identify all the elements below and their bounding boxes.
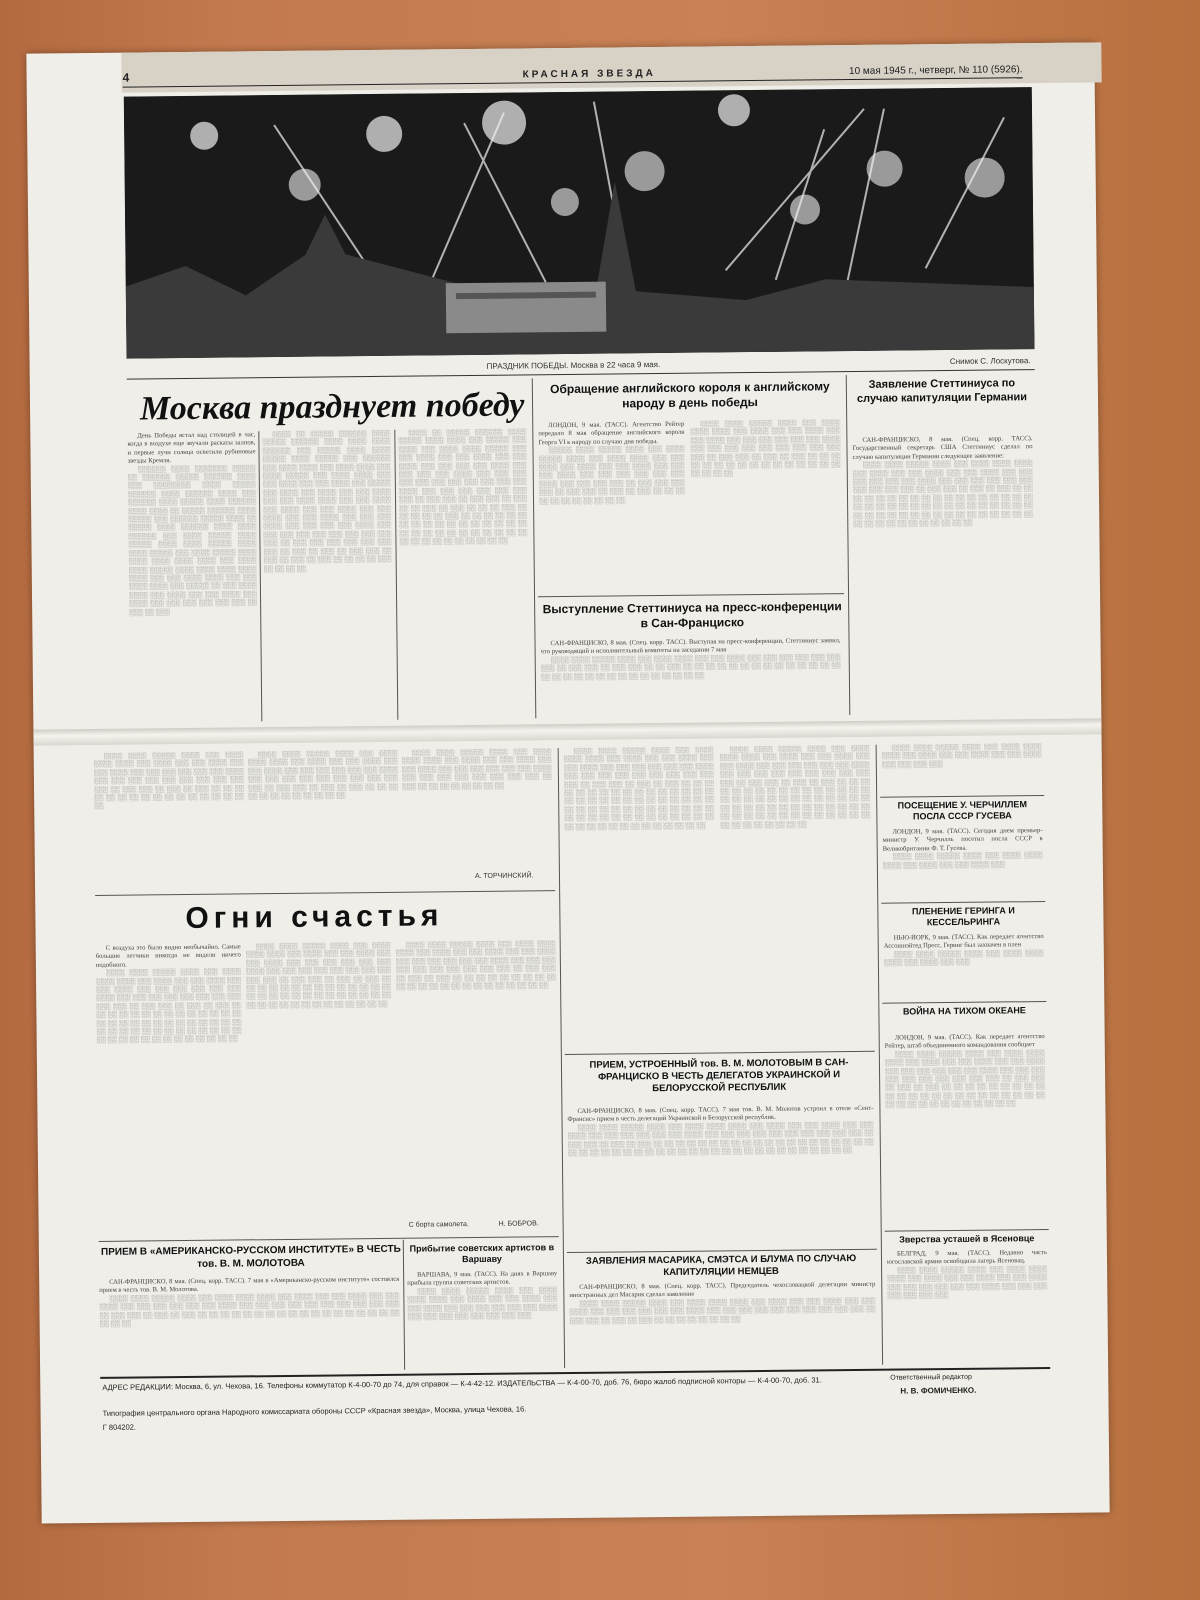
goering-headline: ПЛЕНЕНИЕ ГЕРИНГА И КЕССЕЛЬРИНГА — [911, 905, 1015, 928]
molotov-reception-text: САН-ФРАНЦИСКО, 8 мая. (Спец. корр. ТАСС). 7 мая тов. В. М. Молотов устроил в отеле «Сент-Франсис» прием в честь делегаций Украинской и Белорусской республик. ░░░░ ░░░░ ░░░░░ ░░░░ ░░░ ░░░░ ░░░░ ░░░░ ░░░ ░░░░ ░░░ ░░░ ░░░░ ░░░ ░░░ ░░░░ ░░░ ░░░ ░░░ ░░░ ░░░ ░░░ ░░░░ ░░░ ░░░ ░░░ ░░░ ░░░ ░░░ ░░░ ░░░ ░░░ ░░░ ░░ ░░░ ░░░ ░░ ░░░ ░░ ░░░ ░░ ░░ ░░ ░░ ░░ ░░ ░░ ░░ ░░ ░░ ░░ ░░ ░░ ░░ ░░ ░░ ░░ ░░ ░░ ░░ ░░ ░░ ░░ ░░ ░░ ░░ ░░ ░░ ░░ ░░ ░░ ░░ ░░ ░░ ░░ ░░ ░░ ░░ ░░ ░░ ░░ ░░ ░░ ░░ ░░ ░░ — [567, 1104, 874, 1158]
fire-headline: Огни счастья — [185, 899, 444, 936]
article-divider — [885, 1229, 1049, 1232]
stettinius-statement-lead: САН-ФРАНЦИСКО, 8 мая. (Спец. корр. ТАСС). Государственный секретарь США Стеттиниус сделал по случаю капитуляции Германии следующее заявление: — [852, 435, 1033, 461]
page-fold — [33, 718, 1101, 745]
signature-plane: С борта самолета. — [408, 1221, 469, 1229]
stettinius-press-lead: САН-ФРАНЦИСКО, 8 мая. (Спец. корр. ТАСС). Выступая на пресс-конференции, Стеттиниус заявил, что руководящий и исполнительный комитеты на заседании 7 мая — [540, 637, 841, 656]
king-address-col1: ЛОНДОН, 9 мая. (ТАСС). Агентство Рейтер передало 8 мая обращение английского короля Георга VI к народу по случаю дня победы. ░░░░░ ░░░░ ░░░░░ ░░░░ ░░░ ░░░░ ░░░░░ ░░░░ ░░░ ░░░░ ░░░░ ░░░ ░░░ ░░░░ ░░░ ░░░░ ░░░ ░░░ ░░░░ ░░░ ░░░ ░░░ ░░░░ ░░░ ░░░ ░░░ ░░░ ░░░ ░░░ ░░░░ ░░░ ░░░ ░░░ ░░░ ░░ ░░░ ░░░ ░░░ ░░░ ░░ ░░░ ░░░ ░░ ░░░ ░░ ░░░ ░░ ░░ ░░ ░░ ░░ ░░ ░░ ░░ ░░ ░░ ░░ — [538, 420, 685, 505]
goering-lead: НЬЮ-ЙОРК, 9 мая. (ТАСС). Как передает агентство Ассошиэйтед Пресс, Геринг был захвачен в плен — [883, 933, 1044, 951]
pacific-text: ЛОНДОН, 9 мая. (ТАСС). Как передает агентство Рейтер, штаб объединенного командования сообщает ░░░░ ░░░░ ░░░░░ ░░░░ ░░░ ░░░░ ░░░░ ░░░░ ░░░ ░░░░ ░░░ ░░░ ░░░░ ░░░ ░░░ ░░░░ ░░░ ░░░ ░░░ ░░░ ░░░ ░░░ ░░░░ ░░░ ░░░ ░░░ ░░░ ░░░ ░░░ ░░░ ░░░ ░░░ ░░░ ░░ ░░░ ░░░ ░░ ░░░ ░░ ░░░ ░░ ░░ ░░ ░░ ░░ ░░ ░░ ░░ ░░ ░░ ░░ ░░ ░░ ░░ ░░ ░░ ░░ ░░ ░░ ░░ ░░ ░░ ░░ ░░ ░░ ░░ ░░ ░░ ░░ ░░ ░░ ░░ ░░ ░░ ░░ — [884, 1033, 1046, 1109]
moscow-continued-col1: ░░░░ ░░░░ ░░░░░ ░░░░ ░░░ ░░░░ ░░░░ ░░░░ ░░░ ░░░░ ░░░ ░░░ ░░░░ ░░░ ░░░ ░░░░ ░░░ ░░░ ░░░ ░░░ ░░░ ░░░ ░░░░ ░░░ ░░░ ░░░ ░░░ ░░░ ░░░ ░░░ ░░░ ░░░ ░░░ ░░ ░░░ ░░░ ░░ ░░░ ░░ ░░░ ░░ ░░ ░░ ░░ ░░ ░░ ░░ ░░ ░░ ░░ ░░ ░░ ░░ ░░ ░░ ░░ ░░ — [93, 751, 245, 811]
artists-headline: Прибытие советских артистов в Варшаву — [409, 1242, 555, 1265]
editorial-address: АДРЕС РЕДАКЦИИ: Москва, 6, ул. Чехова, 16. Телефоны коммутатор К-4-00-70 до 74, для справок — К-4-42-12. ИЗДАТЕЛЬСТВА — К-4-00-70, доб. 76, бюро жалоб подписной конторы — К-4-00-70, доб. 31. — [102, 1375, 822, 1392]
fire-article-lead: С воздуха это было видно необычайно. Самые большие летчики никогда не видели ничего подобного. — [95, 943, 241, 969]
main-headline: Москва празднует победу — [139, 386, 525, 428]
editor-label: Ответственный редактор — [890, 1373, 972, 1382]
moscow-article-col1: День Победы встал над столицей в час, когда в воздухе еще звучали раскаты залпов, и первые лучи солнца осветили рубиновые звезды Кремля. ░░░░░░ ░░░░ ░░░░░░░ ░░░░░ ░░ ░░░░░░ ░░░░░ ░░░░░░ ░░░░ ░░░ ░░░░░░░░ ░░░░ ░░░░░ ░░░░░░ ░░░░ ░░░░░░ ░░░░ ░░░ ░░░░░░ ░░░░ ░░░░░ ░░░░ ░░░░░░ ░░░░ ░░░░ ░░ ░░░░░ ░░░░░░ ░░░░ ░░░░░ ░░░ ░░░░░░ ░░░░░ ░░░░ ░░ ░░░░░ ░░░░ ░░░░░░ ░░░░ ░░░░ ░░░░░░ ░░░ ░░░░ ░░░░░ ░░░░ ░░░░░ ░░░░ ░░░░ ░░░░░ ░░░░ ░░░░ ░░░░░ ░░░ ░░░░ ░░░░░ ░░░░ ░░░░ ░░░░ ░░░░ ░░░░ ░░░ ░░░░ ░░░░ ░░░░░ ░░░░ ░░░░ ░░░░ ░░░░ ░░░░ ░░░ ░░░ ░░░░ ░░░░ ░░░ ░░░ ░░░░ ░░░░ ░░░ ░░░░░ ░░ ░░░ ░░░░ ░░░░ ░░░ ░░░░ ░░░ ░░░ ░░░░ ░░░ ░░░░ ░░░ ░░░ ░░░ ░░░ ░░░ ░░░ ░░ ░░░ ░░ ░░░ — [127, 431, 258, 617]
section-rule — [532, 378, 537, 718]
pacific-lead: ЛОНДОН, 9 мая. (ТАСС). Как передает агентство Рейтер, штаб объединенного командования сообщает — [884, 1033, 1045, 1051]
column-rule — [258, 431, 262, 721]
fire-article-col1: С воздуха это было видно необычайно. Самые большие летчики никогда не видели ничего подобного. ░░░░ ░░░░ ░░░░░ ░░░░ ░░░ ░░░░ ░░░░ ░░░░ ░░░ ░░░░ ░░░ ░░░ ░░░░ ░░░ ░░░ ░░░░ ░░░ ░░░ ░░░ ░░░ ░░░ ░░░ ░░░░ ░░░ ░░░ ░░░ ░░░ ░░░ ░░░ ░░░ ░░░ ░░░ ░░░ ░░ ░░░ ░░░ ░░ ░░░ ░░ ░░░ ░░ ░░ ░░ ░░ ░░ ░░ ░░ ░░ ░░ ░░ ░░ ░░ ░░ ░░ ░░ ░░ ░░ ░░ ░░ ░░ ░░ ░░ ░░ ░░ ░░ ░░ ░░ ░░ ░░ ░░ ░░ ░░ ░░ ░░ ░░ ░░ ░░ ░░ ░░ ░░ ░░ ░░ ░░ ░░ ░░ ░░ ░░ ░░ ░░ ░░ ░░ ░░ ░░ — [95, 943, 242, 1045]
pacific-headline: ВОЙНА НА ТИХОМ ОКЕАНЕ — [902, 1005, 1026, 1017]
institute-headline: ПРИЕМ В «АМЕРИКАНСКО-РУССКОМ ИНСТИТУТЕ» В ЧЕСТЬ тов. В. М. МОЛОТОВА — [100, 1243, 401, 1270]
churchill-headline: ПОСЕЩЕНИЕ У. ЧЕРЧИЛЛЕМ ПОСЛА СССР ГУСЕВА — [897, 799, 1027, 822]
molotov-reception-headline: ПРИЕМ, УСТРОЕННЫЙ тов. В. М. МОЛОТОВЫМ В САН-ФРАНЦИСКО В ЧЕСТЬ ДЕЛЕГАТОВ УКРАИНСКОЙ И БЕЛОРУССКОЙ РЕСПУБЛИК — [589, 1057, 849, 1094]
photo-caption: ПРАЗДНИК ПОБЕДЫ. Москва в 22 часа 9 мая. — [486, 360, 661, 371]
stettinius-statement-headline: Заявление Стеттиниуса по случаю капитуляции Германии — [856, 377, 1028, 405]
churchill-lead: ЛОНДОН, 9 мая. (ТАСС). Сегодня днем премьер-министр У. Черчилль посетил посла СССР в Великобритании Ф. Т. Гусева. — [882, 827, 1043, 853]
victory-fireworks-photo — [124, 87, 1035, 358]
photo-credit: Снимок С. Лоскутова. — [949, 356, 1031, 366]
moscow-article-lead: День Победы встал над столицей в час, когда в воздухе еще звучали раскаты залпов, и первые лучи солнца осветили рубиновые звезды Кремля. — [127, 431, 256, 465]
fire-article-col3: ░░░░ ░░░░ ░░░░░ ░░░░ ░░░ ░░░░ ░░░░ ░░░░ ░░░ ░░░░ ░░░ ░░░ ░░░░ ░░░ ░░░ ░░░░ ░░░ ░░░ ░░░ ░░░ ░░░ ░░░ ░░░░ ░░░ ░░░ ░░░ ░░░ ░░░ ░░░ ░░░ ░░░ ░░░ ░░░ ░░ ░░░ ░░░ ░░ ░░░ ░░ ░░░ ░░ ░░ ░░ ░░ ░░ ░░ ░░ ░░ ░░ ░░ ░░ ░░ ░░ ░░ ░░ ░░ ░░ ░░ ░░ ░░ ░░ ░░ ░░ — [395, 940, 557, 991]
artists-lead: ВАРШАВА, 9 мая. (ТАСС). На днях в Варшаву прибыла группа советских артистов. — [407, 1270, 558, 1288]
article-divider — [880, 795, 1044, 798]
institute-lead: САН-ФРАНЦИСКО, 8 мая. (Спец. корр. ТАСС). 7 мая в «Американско-русском институте» состоялся прием в честь тов. В. М. Молотова. — [99, 1275, 400, 1295]
signature-bobrov: Н. БОБРОВ. — [498, 1220, 539, 1228]
moscow-continued-col3: ░░░░ ░░░░ ░░░░░ ░░░░ ░░░ ░░░░ ░░░░ ░░░░ ░░░ ░░░░ ░░░ ░░░ ░░░░ ░░░ ░░░ ░░░░ ░░░ ░░░ ░░░ ░░░ ░░░ ░░░ ░░░░ ░░░ ░░░ ░░░ ░░░ ░░░ ░░░ ░░░ ░░░ ░░ ░░░ ░░ ░░ ░░ ░░ ░░ ░░ ░░ ░░ — [401, 748, 552, 791]
yasenovac-text: БЕЛГРАД, 9 мая. (ТАСС). Недавно часть югославской армии освободила лагерь Ясеновац. ░░░░ ░░░░ ░░░░░ ░░░░ ░░░ ░░░░ ░░░░ ░░░░ ░░░ ░░░░ ░░░ ░░░ ░░░░ ░░░ ░░░ ░░░░ ░░░ ░░░ ░░░ ░░░ ░░░ ░░░ ░░░░ ░░░ ░░░ ░░░ ░░░ ░░░ ░░░ ░░░ — [887, 1249, 1048, 1300]
king-address-headline: Обращение английского короля к английскому народу в день победы — [550, 379, 830, 411]
masaryk-headline: ЗАЯВЛЕНИЯ МАСАРИКА, СМЭТСА И БЛУМА ПО СЛУЧАЮ КАПИТУЛЯЦИИ НЕМЦЕВ — [585, 1253, 857, 1278]
article-divider — [881, 901, 1045, 904]
article-divider — [565, 1051, 875, 1055]
issue-date: 10 мая 1945 г., четверг, № 110 (5926). — [848, 64, 1023, 78]
page-number: 4 — [122, 70, 130, 85]
moscow-article-col2: ░░░░ ░░ ░░░░░ ░░░░░░ ░░░░ ░░░░░ ░░░░░░ ░░░░ ░░░░ ░░░░ ░░░░░░ ░░░ ░░░░░ ░░░░ ░░░░ ░░░░░ ░░░░ ░░░░░ ░░░ ░░░░░░ ░░░ ░░░░ ░░░░ ░░░ ░░░░ ░░░░ ░░░ ░░░░ ░░░░░ ░░░ ░░░░ ░░░░ ░░░ ░░░ ░░░░ ░░░ ░░░ ░░░░ ░░░ ░░░░░ ░░░ ░░░░ ░░░ ░░░░ ░░░ ░░░ ░░░░ ░░░ ░░░ ░░░░ ░░░░ ░░░ ░░░ ░░░░ ░░░ ░░░░ ░░░ ░░░ ░░░░ ░░░ ░░░ ░░░░ ░░░ ░░░ ░░░░ ░░░ ░░░ ░░░ ░░░░ ░░░ ░░░ ░░░ ░░░ ░░░░ ░░░ ░░░ ░░░ ░░░ ░░░ ░░░ ░░░ ░░░ ░░░ ░░░ ░░ ░░░ ░░░ ░░░ ░░░ ░░░ ░░░ ░░░ ░░ ░░░ ░░ ░░░ ░░ ░░░ ░░░ ░░ ░░░ ░░ ░░░ ░░ ░░░ ░░ ░░ ░░ ░░ ░░░ ░░ ░░ ░░ ░░ — [262, 429, 392, 573]
fireworks-image — [124, 87, 1035, 358]
king-address-col2: ░░░░ ░░░░ ░░░░░ ░░░░ ░░░ ░░░░ ░░░░ ░░░░ ░░░ ░░░░ ░░░ ░░░ ░░░░ ░░░ ░░░ ░░░░ ░░░ ░░░ ░░░ ░░░ ░░░ ░░░ ░░░░ ░░░ ░░░ ░░░ ░░░ ░░░ ░░░ ░░░ ░░░ ░░░ ░░░ ░░ ░░░ ░░░ ░░ ░░░ ░░ ░░░ ░░ ░░ ░░ ░░ ░░ ░░ ░░ ░░ ░░ ░░ ░░ ░░ ░░ ░░ ░░ ░░ ░░ ░░ ░░ ░░ — [690, 419, 841, 479]
article-divider — [882, 1001, 1046, 1004]
goering-text: НЬЮ-ЙОРК, 9 мая. (ТАСС). Как передает агентство Ассошиэйтед Пресс, Геринг был захвачен в плен ░░░░ ░░░░ ░░░░░ ░░░░ ░░░ ░░░░ ░░░░ ░░░░ ░░░ ░░░░ ░░░ ░░░ — [883, 933, 1044, 967]
yasenovac-headline: Зверства усташей в Ясеновце — [899, 1233, 1035, 1245]
right-continued-text: ░░░░ ░░░░ ░░░░░ ░░░░ ░░░ ░░░░ ░░░░ ░░░░ ░░░ ░░░░ ░░░ ░░░ ░░░░ ░░░ ░░░ ░░░░ ░░░ ░░░ ░░░ ░░░ — [881, 743, 1042, 769]
editor-name: Н. В. ФОМИЧЕНКО. — [900, 1385, 977, 1396]
article-divider — [99, 1236, 559, 1242]
stettinius-continued-col1: ░░░░ ░░░░ ░░░░░ ░░░░ ░░░ ░░░░ ░░░░ ░░░░ ░░░ ░░░░ ░░░ ░░░ ░░░░ ░░░ ░░░ ░░░░ ░░░ ░░░ ░░░ ░░░ ░░░ ░░░ ░░░░ ░░░ ░░░ ░░░ ░░░ ░░░ ░░░ ░░░ ░░░ ░░░ ░░░ ░░ ░░░ ░░░ ░░ ░░░ ░░ ░░░ ░░ ░░ ░░ ░░ ░░ ░░ ░░ ░░ ░░ ░░ ░░ ░░ ░░ ░░ ░░ ░░ ░░ ░░ ░░ ░░ ░░ ░░ ░░ ░░ ░░ ░░ ░░ ░░ ░░ ░░ ░░ ░░ ░░ ░░ ░░ ░░ ░░ ░░ ░░ ░░ ░░ ░░ ░░ ░░ ░░ ░░ ░░ ░░ ░░ ░░ ░░ ░░ ░░ ░░ ░░ ░░ ░░ ░░ ░░ ░░ ░░ ░░ ░░ ░░ ░░ ░░ ░░ ░░ — [563, 746, 715, 831]
moscow-article-col3: ░░░░ ░░ ░░░░░ ░░░░░░ ░░░░ ░░░░░ ░░░░ ░░░░ ░░░ ░░░░░ ░░░ ░░░░ ░░░ ░░░░ ░░░░ ░░░░░ ░░░ ░░░ ░░░░ ░░░ ░░░ ░░░░ ░░░ ░░░ ░░░░ ░░░ ░░░ ░░░ ░░░ ░░░░ ░░░ ░░░ ░░░ ░░░ ░░░░ ░░░ ░░░ ░░░ ░░░ ░░░ ░░░ ░░░ ░░░ ░░░ ░░░ ░░░ ░░░░ ░░░ ░░░ ░░░ ░░░ ░░░ ░░░ ░░░ ░░ ░░░ ░░░ ░░ ░░░ ░░░ ░░ ░░░ ░░ ░░ ░░░ ░░ ░░░ ░░ ░░ ░░ ░░░ ░░ ░░ ░░ ░░ ░░ ░░░ ░░ ░░ ░░ ░░ ░░ ░░ ░░ ░░ ░░ ░░ ░░ ░░ ░░ ░░ ░░ ░░ ░░ ░░ ░░ ░░ ░░ ░░ ░░ ░░ ░░ ░░ ░░ ░░ ░░ ░░ ░░ ░░ ░░ ░░ ░░ ░░ ░░ ░░ — [398, 428, 528, 547]
newspaper-page — [26, 42, 1109, 1523]
institute-text: САН-ФРАНЦИСКО, 8 мая. (Спец. корр. ТАСС). 7 мая в «Американско-русском институте» состоялся прием в честь тов. В. М. Молотова. ░░░░ ░░░░ ░░░░░ ░░░░ ░░░ ░░░░ ░░░░ ░░░░ ░░░ ░░░░ ░░░ ░░░ ░░░░ ░░░ ░░░ ░░░░ ░░░ ░░░ ░░░ ░░░ ░░░ ░░░ ░░░░ ░░░ ░░░ ░░░ ░░░ ░░░ ░░░ ░░░ ░░░ ░░░ ░░░ ░░ ░░░ ░░░ ░░ ░░░ ░░ ░░░ ░░ ░░ ░░ ░░ ░░ ░░ ░░ ░░ ░░ ░░ ░░ ░░ ░░ ░░ ░░ ░░ ░░ ░░ ░░ ░░ ░░ — [99, 1275, 400, 1328]
king-address-lead: ЛОНДОН, 9 мая. (ТАСС). Агентство Рейтер передало 8 мая обращение английского короля Георга VI к народу по случаю дня победы. — [538, 420, 685, 447]
column-rule — [403, 1240, 405, 1370]
stettinius-press-text: САН-ФРАНЦИСКО, 8 мая. (Спец. корр. ТАСС). Выступая на пресс-конференции, Стеттиниус заявил, что руководящий и исполнительный комитеты на заседании 7 мая ░░░░ ░░░░ ░░░░░ ░░░░ ░░░ ░░░░ ░░░░ ░░░ ░░░ ░░░░ ░░░ ░░░ ░░░ ░░░ ░░░ ░░░ ░░░ ░░ ░░░ ░░░ ░░ ░░░ ░░░ ░░ ░░ ░░░ ░░ ░░ ░░ ░░ ░░ ░░ ░░ ░░ ░░ ░░ ░░ ░░ ░░ ░░ ░░ ░░ ░░ ░░ ░░ ░░ ░░ ░░ ░░ ░░ ░░ ░░ ░░ ░░ ░░ — [540, 637, 841, 681]
article-divider — [538, 593, 844, 597]
column-rule — [394, 430, 398, 720]
fire-article-col2: ░░░░ ░░░░ ░░░░░ ░░░░ ░░░ ░░░░ ░░░░ ░░░░ ░░░ ░░░░ ░░░ ░░░ ░░░░ ░░░ ░░░ ░░░░ ░░░ ░░░ ░░░ ░░░ ░░░ ░░░ ░░░░ ░░░ ░░░ ░░░ ░░░ ░░░ ░░░ ░░░ ░░░ ░░░ ░░░ ░░ ░░░ ░░░ ░░ ░░░ ░░ ░░░ ░░ ░░ ░░ ░░ ░░ ░░ ░░ ░░ ░░ ░░ ░░ ░░ ░░ ░░ ░░ ░░ ░░ ░░ ░░ ░░ ░░ ░░ ░░ ░░ ░░ ░░ ░░ ░░ ░░ ░░ ░░ ░░ ░░ ░░ ░░ ░░ ░░ ░░ ░░ ░░ — [245, 941, 392, 1010]
moscow-continued-col2: ░░░░ ░░░░ ░░░░░ ░░░░ ░░░ ░░░░ ░░░░ ░░░░ ░░░ ░░░░ ░░░ ░░░ ░░░░ ░░░ ░░░ ░░░░ ░░░ ░░░ ░░░ ░░░ ░░░ ░░░ ░░░░ ░░░ ░░░ ░░░ ░░░ ░░░ ░░░ ░░░ ░░░ ░░░ ░░░ ░░ ░░░ ░░░ ░░ ░░░ ░░ ░░░ ░░ ░░ ░░ ░░ ░░ ░░ ░░ ░░ ░░ ░░ ░░ ░░ — [247, 749, 399, 801]
masaryk-lead: САН-ФРАНЦИСКО, 8 мая. (Спец. корр. ТАСС). Председатель чехословацкой делегации министр иностранных дел Масарик сделал заявление — [569, 1280, 876, 1300]
issue-code: Г 804202. — [102, 1422, 137, 1432]
stettinius-press-headline: Выступление Стеттиниуса на пресс-конференции в Сан-Франциско — [542, 599, 842, 631]
stettinius-continued-col2: ░░░░ ░░░░ ░░░░░ ░░░░ ░░░ ░░░░ ░░░░ ░░░░ ░░░ ░░░░ ░░░ ░░░ ░░░░ ░░░ ░░░ ░░░░ ░░░ ░░░ ░░░ ░░░ ░░░ ░░░ ░░░░ ░░░ ░░░ ░░░ ░░░ ░░░ ░░░ ░░░ ░░░ ░░░ ░░░ ░░ ░░░ ░░░ ░░ ░░░ ░░ ░░░ ░░ ░░ ░░ ░░ ░░ ░░ ░░ ░░ ░░ ░░ ░░ ░░ ░░ ░░ ░░ ░░ ░░ ░░ ░░ ░░ ░░ ░░ ░░ ░░ ░░ ░░ ░░ ░░ ░░ ░░ ░░ ░░ ░░ ░░ ░░ ░░ ░░ ░░ ░░ ░░ ░░ ░░ ░░ ░░ ░░ ░░ ░░ ░░ ░░ ░░ ░░ ░░ ░░ ░░ ░░ ░░ ░░ ░░ ░░ ░░ ░░ ░░ ░░ — [719, 744, 871, 830]
masaryk-text: САН-ФРАНЦИСКО, 8 мая. (Спец. корр. ТАСС). Председатель чехословацкой делегации министр иностранных дел Масарик сделал заявление ░░░░ ░░░░ ░░░░░ ░░░░ ░░░ ░░░░ ░░░░ ░░░░ ░░░ ░░░░ ░░░ ░░░ ░░░░ ░░░ ░░░ ░░░░ ░░░ ░░░ ░░░ ░░░ ░░░ ░░░ ░░░░ ░░░ ░░░ ░░░ ░░░ ░░░ ░░░ ░░░ ░░░ ░░░ ░░░ ░░ ░░░ ░░░ ░░ ░░░ ░░ ░░░ ░░ ░░ ░░ ░░ ░░ ░░ ░░ ░░ — [569, 1280, 876, 1325]
print-house: Типография центрального органа Народного комиссариата обороны СССР «Красная звезда», Москва, улица Чехова, 16. — [102, 1404, 527, 1418]
section-rule — [846, 375, 851, 715]
signature-torchinsky: А. ТОРЧИНСКИЙ. — [474, 872, 534, 880]
stettinius-statement-text: САН-ФРАНЦИСКО, 8 мая. (Спец. корр. ТАСС). Государственный секретарь США Стеттиниус сделал по случаю капитуляции Германии следующее заявление: ░░░░ ░░░░ ░░░░░ ░░░░ ░░░ ░░░░ ░░░░ ░░░░ ░░░ ░░░░ ░░░ ░░░ ░░░░ ░░░ ░░░ ░░░░ ░░░ ░░░ ░░░ ░░░ ░░░ ░░░ ░░░░ ░░░ ░░░ ░░░ ░░░ ░░░ ░░░ ░░░ ░░░ ░░░ ░░░ ░░ ░░░ ░░░ ░░ ░░░ ░░ ░░░ ░░ ░░ ░░ ░░ ░░ ░░ ░░ ░░ ░░ ░░ ░░ ░░ ░░ ░░ ░░ ░░ ░░ ░░ ░░ ░░ ░░ ░░ ░░ ░░ ░░ ░░ ░░ ░░ ░░ ░░ ░░ ░░ ░░ ░░ ░░ ░░ ░░ ░░ ░░ ░░ ░░ ░░ ░░ ░░ ░░ ░░ ░░ ░░ ░░ ░░ ░░ ░░ ░░ ░░ ░░ ░░ ░░ ░░ ░░ ░░ ░░ — [852, 435, 1034, 529]
yasenovac-lead: БЕЛГРАД, 9 мая. (ТАСС). Недавно часть югославской армии освободила лагерь Ясеновац. — [887, 1249, 1047, 1267]
artists-text: ВАРШАВА, 9 мая. (ТАСС). На днях в Варшаву прибыла группа советских артистов. ░░░░ ░░░░ ░░░░░ ░░░░ ░░░ ░░░░ ░░░░ ░░░░ ░░░ ░░░░ ░░░ ░░░ ░░░░ ░░░ ░░░ ░░░░ ░░░ ░░░ ░░░ ░░░ ░░░ ░░░ ░░░░ ░░░ ░░░ ░░░ ░░░ ░░░ ░░░ ░░░ ░░░ — [407, 1270, 558, 1321]
paper-name: КРАСНАЯ ЗВЕЗДА — [522, 68, 656, 81]
molotov-reception-lead: САН-ФРАНЦИСКО, 8 мая. (Спец. корр. ТАСС). 7 мая тов. В. М. Молотов устроил в отеле «Сент-Франсис» прием в честь делегаций Украинской и Белорусской республик. — [567, 1104, 874, 1124]
churchill-text: ЛОНДОН, 9 мая. (ТАСС). Сегодня днем премьер-министр У. Черчилль посетил посла СССР в Великобритании Ф. Т. Гусева. ░░░░ ░░░░ ░░░░░ ░░░░ ░░░ ░░░░ ░░░░ ░░░░ ░░░ ░░░░ ░░░ ░░░ ░░░░ ░░░ — [882, 827, 1043, 870]
